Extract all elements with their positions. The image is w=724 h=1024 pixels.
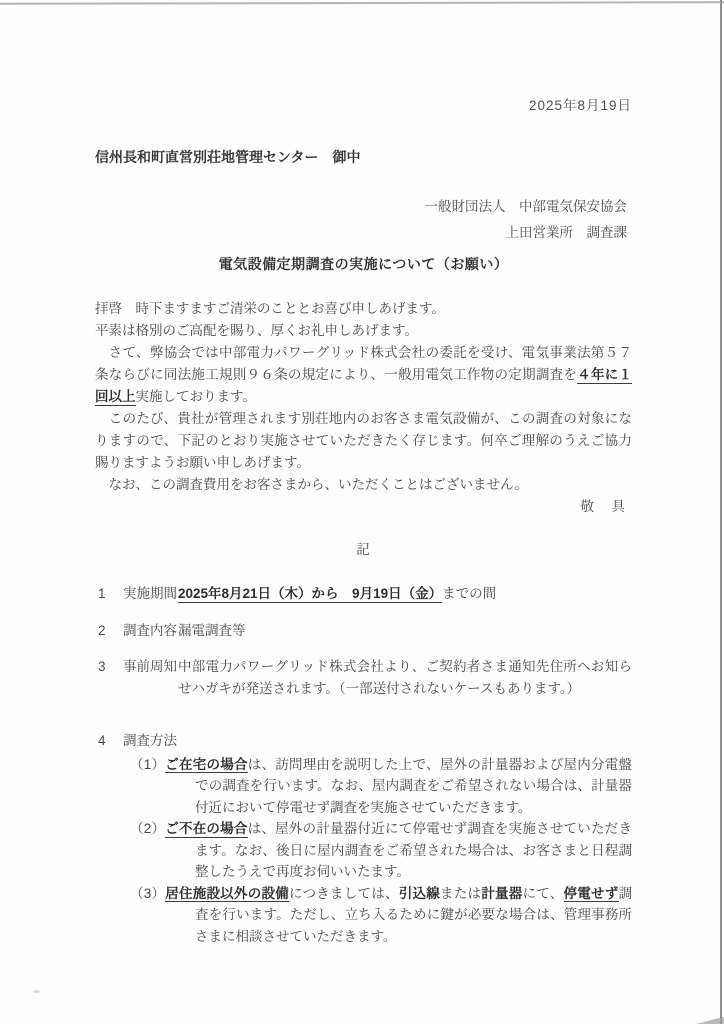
item-period — [95, 583, 632, 605]
item-method-number: 4 — [98, 733, 106, 748]
record-marker: 記 — [356, 542, 371, 557]
sub3-marker: （3） — [130, 885, 166, 901]
sender-organization: 一般財団法人 中部電気保安協会 — [424, 199, 627, 214]
sender-department: 上田営業所 調査課 — [505, 225, 627, 240]
period-dates-emphasis: 2025年8月21日（木）から 9月19日（金） — [178, 586, 443, 601]
sub3-service-wire-bold: 引込線 — [398, 885, 441, 901]
sub3-text-4: 調査を行います。ただし、立ち入るために鍵が必要な場合は、管理事務所さまに相談させていただきます。 — [195, 885, 633, 944]
scan-speck — [33, 990, 40, 993]
letter-body — [95, 298, 632, 518]
method-sub-2 — [95, 818, 632, 883]
method-sub-1 — [95, 754, 632, 819]
closing-word: 敬 具 — [580, 499, 627, 514]
recipient-line: 信州長和町直営別荘地管理センター 御中 — [95, 149, 361, 165]
sub3-text-2: または — [440, 885, 482, 901]
item-survey-method — [95, 730, 632, 752]
item-notice-value: 中部電力パワーグリッド株式会社より、ご契約者さま通知先住所へお知らせハガキが発送されます。（一部送付されないケースもあります。） — [178, 659, 632, 696]
sender-block — [95, 194, 632, 246]
document-date: 2025年8月19日 — [528, 98, 632, 113]
item-survey-content — [95, 620, 632, 642]
paragraph-scope: このたび、貴社が管理されます別荘地内のお客さま電気設備が、この調査の対象になりますので、下記のとおり実施させていただきたく存じます。何卒ご理解のうえご協力賜りますようお願い申しあげます。 — [95, 411, 632, 470]
scan-right-edge — [720, 0, 722, 1024]
sub3-meter-bold: 計量器 — [481, 885, 523, 901]
item-advance-notice — [95, 656, 632, 699]
document-title: 電気設備定期調査の実施について（お願い） — [218, 256, 509, 272]
survey-frequency-emphasis: ４年に１回以上 — [95, 367, 633, 404]
survey-text-pre: さて、弊協会では中部電力パワーグリッド株式会社の委託を受け、電気事業法第５７条ならびに同法施工規則９６条の規定により、一般用電気工作物の定期調査を — [95, 345, 632, 382]
method-sub-3 — [95, 883, 632, 948]
sub3-no-outage-emphasis: 停電せず — [563, 885, 619, 901]
item-period-label: 実施期間 — [123, 586, 177, 601]
sub3-text-1: につきましては、 — [289, 885, 399, 901]
greeting-line-1: 拝啓 時下ますますご清栄のこととお喜び申しあげます。 — [95, 301, 445, 316]
sub1-marker: （1） — [130, 756, 166, 772]
item-period-number: 1 — [98, 586, 106, 601]
greeting-line-2: 平素は格別のご高配を賜り、厚くお礼申しあげます。 — [95, 323, 418, 338]
item-content-number: 2 — [98, 622, 106, 638]
sub2-case-emphasis: ご不在の場合 — [165, 821, 248, 836]
item-list — [95, 583, 632, 947]
item-content-value: 漏電調査等 — [178, 622, 246, 638]
item-period-value — [178, 583, 632, 605]
item-notice-number: 3 — [98, 659, 106, 674]
item-notice-label: 事前周知 — [123, 659, 177, 674]
sub2-marker: （2） — [130, 821, 166, 836]
sub3-text-3: にて、 — [522, 885, 564, 901]
sub1-text: は、訪問理由を説明した上で、屋外の計量器および屋内分電盤での調査を行います。なお、屋内調査をご希望されない場合は、計量器付近において停電せず調査を実施させていただきます。 — [195, 756, 633, 815]
paragraph-survey — [95, 342, 632, 408]
survey-text-post: 実施しております。 — [135, 389, 256, 404]
method-sublist — [95, 754, 632, 948]
sub2-text: は、屋外の計量器付近にて停電せず調査を実施させていただきます。なお、後日に屋内調査をご希望された場合は、お客さまと日程調整したうえで再度お伺いいたます。 — [195, 821, 633, 879]
sub1-case-emphasis: ご在宅の場合 — [165, 756, 248, 772]
letter-content — [95, 0, 632, 947]
item-method-label: 調査方法 — [123, 733, 177, 748]
sub3-facility-emphasis: 居住施設以外の設備 — [165, 885, 290, 901]
period-value-tail: までの間 — [442, 586, 497, 601]
item-content-label: 調査内容 — [123, 622, 177, 638]
paragraph-fee: なお、この調査費用をお客さまから、いただくことはございません。 — [95, 477, 528, 492]
